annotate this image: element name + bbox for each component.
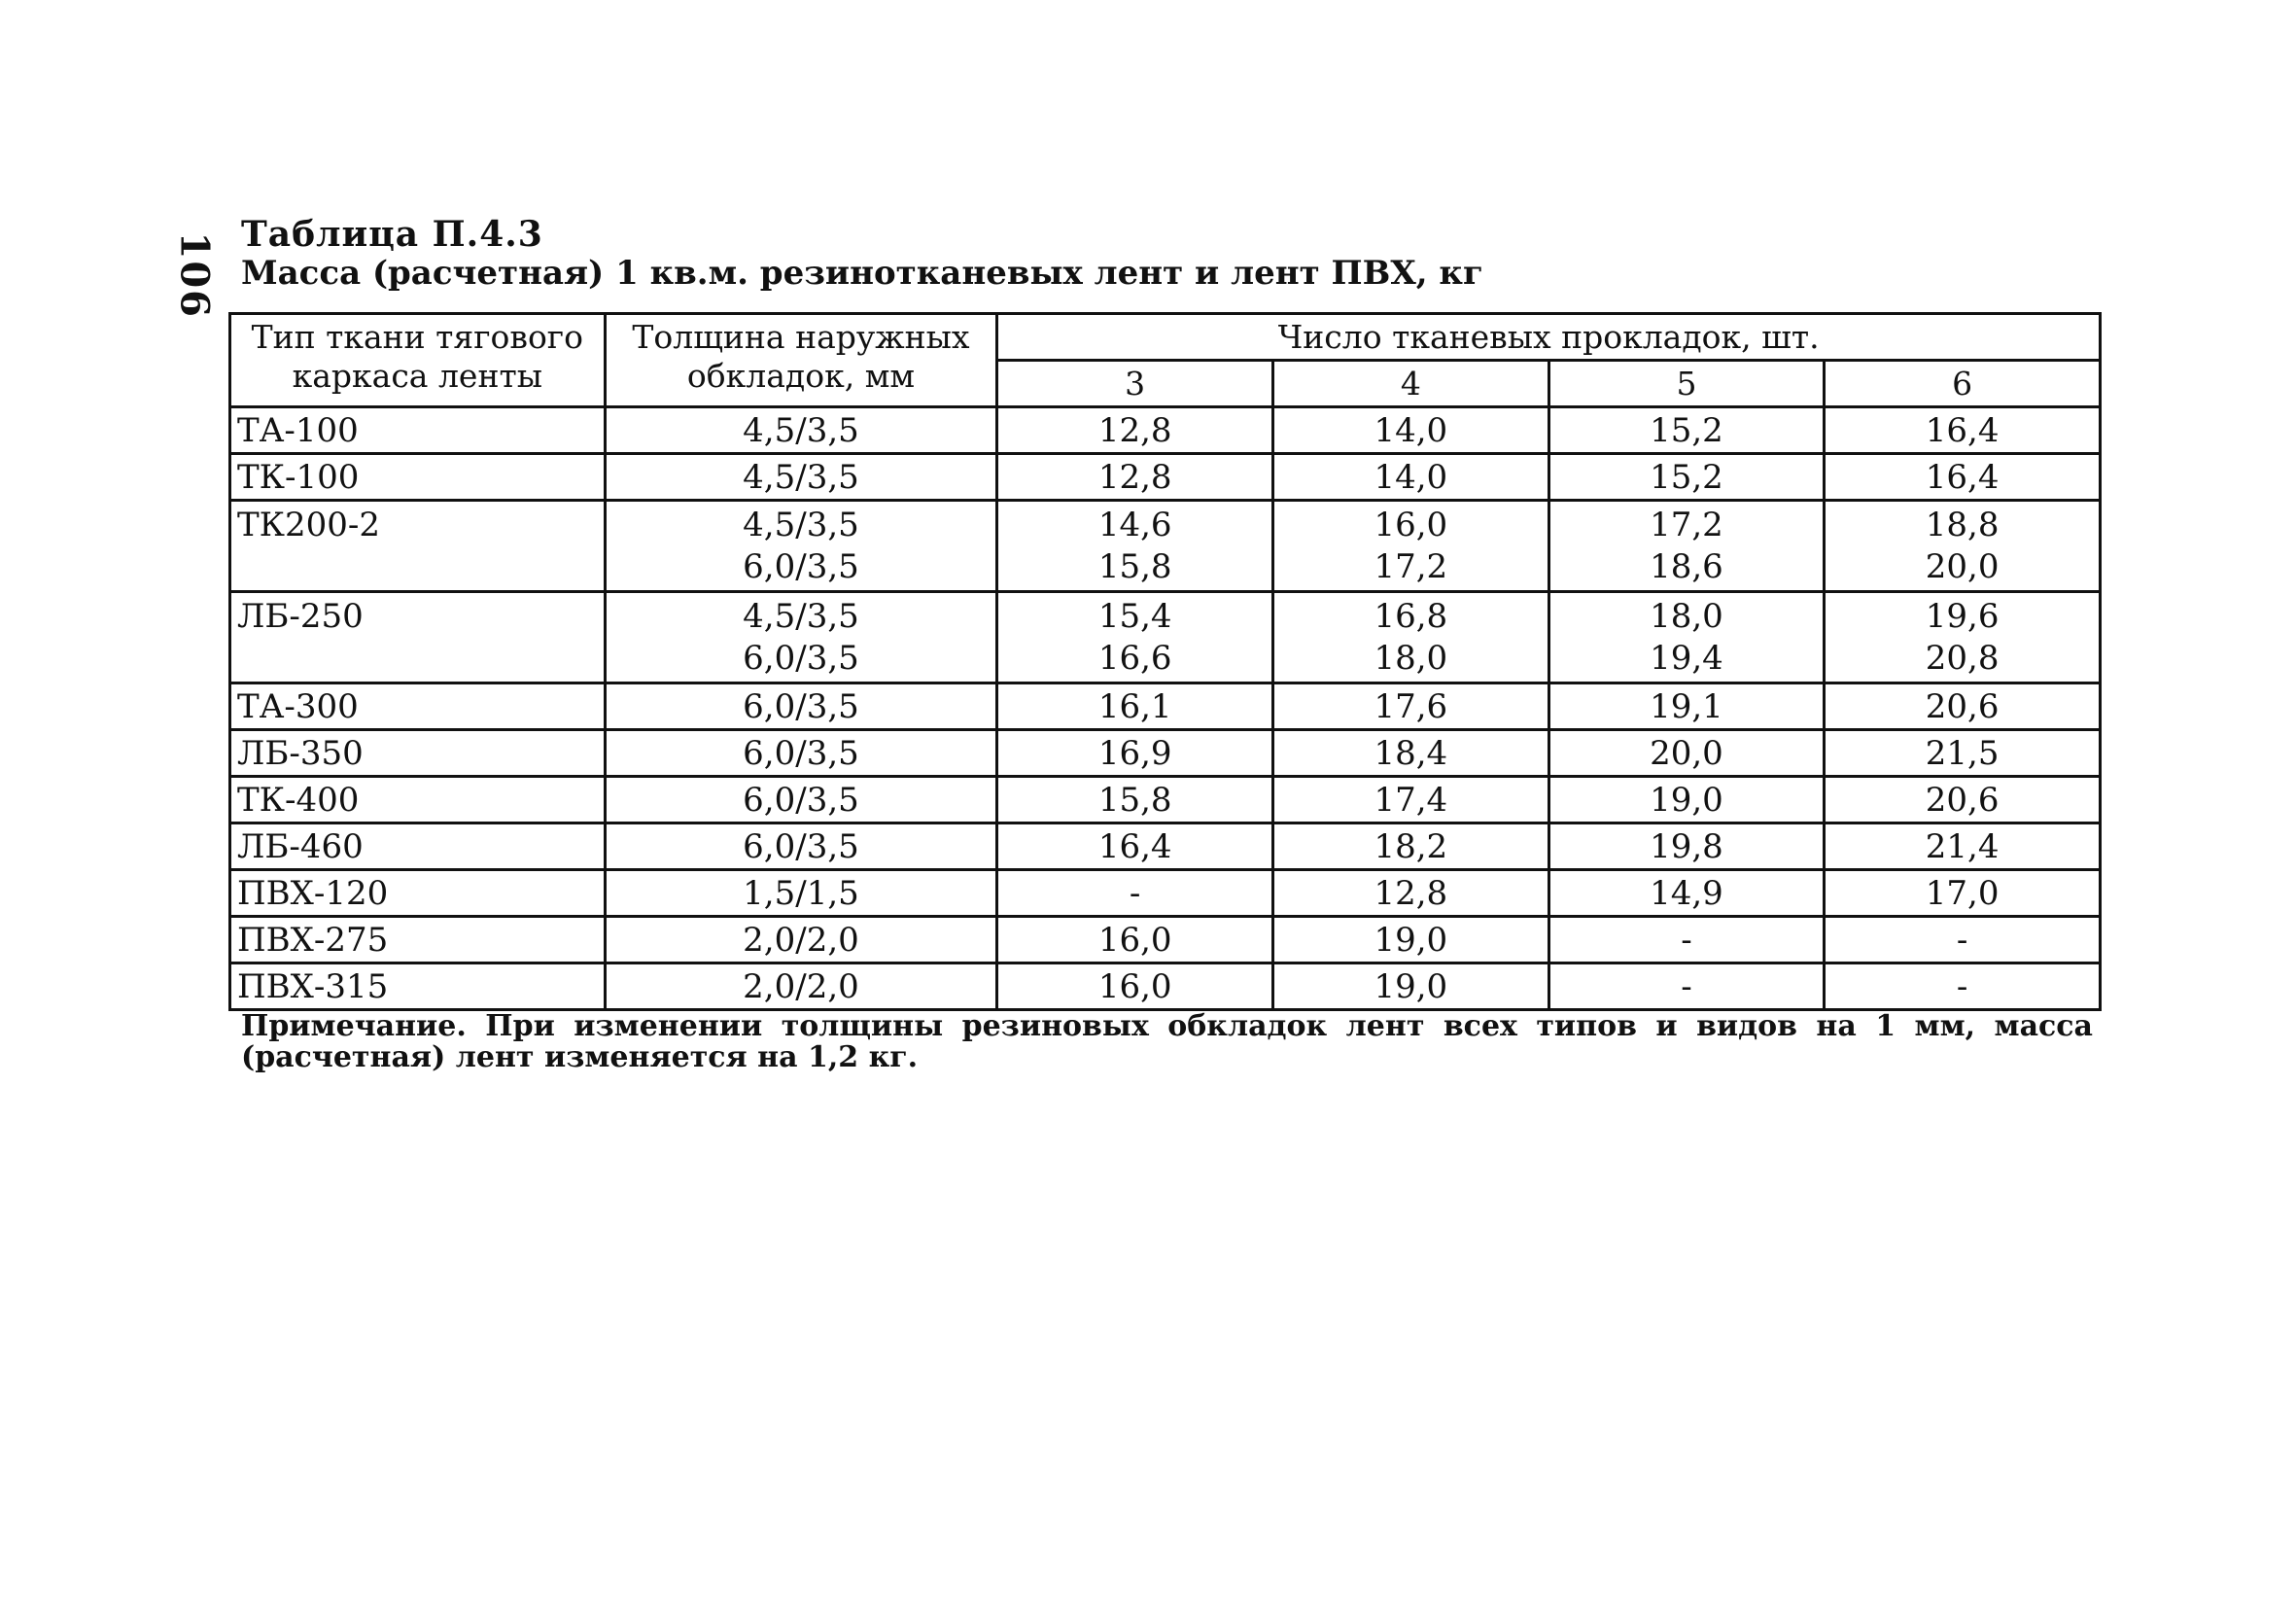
mass-value: 18,6 [1650, 547, 1723, 586]
mass-cell [1548, 407, 1825, 454]
mass-value: 17,0 [1925, 874, 2000, 913]
belt-type-label: ТК-100 [237, 458, 360, 497]
mass-cell [1548, 730, 1825, 777]
mass-value: 16,4 [1925, 458, 2000, 497]
cover-thickness-cell [605, 454, 997, 501]
mass-cell [1825, 454, 2101, 501]
header-ply-count: 6 [1825, 361, 2101, 407]
mass-cell [1273, 592, 1549, 683]
cover-thickness-value: 2,0/2,0 [743, 967, 859, 1006]
mass-value: - [1681, 967, 1692, 1006]
belt-type-cell [230, 963, 606, 1010]
cover-thickness-value: 6,0/3,5 [743, 547, 859, 586]
mass-value: 12,8 [1097, 458, 1172, 497]
mass-value: 16,4 [1925, 411, 2000, 450]
cover-thickness-cell [605, 823, 997, 870]
mass-cell [1273, 823, 1549, 870]
mass-cell [1548, 454, 1825, 501]
mass-cell [997, 730, 1273, 777]
belt-type-cell [230, 592, 606, 683]
mass-cell [1825, 501, 2101, 592]
mass-value: 15,2 [1650, 411, 1723, 450]
belt-type-cell [230, 407, 606, 454]
belt-type-cell [230, 454, 606, 501]
mass-value: 19,0 [1650, 781, 1723, 820]
mass-value: 19,8 [1650, 827, 1723, 866]
table-row [230, 917, 2101, 963]
mass-value: 16,1 [1097, 687, 1172, 726]
mass-value: 18,8 [1925, 506, 2000, 544]
cover-thickness-cell [605, 777, 997, 823]
header-ply-count: 4 [1273, 361, 1549, 407]
cover-thickness-value: 4,5/3,5 [743, 597, 859, 636]
mass-value: 16,4 [1097, 827, 1172, 866]
cover-thickness-value: 6,0/3,5 [743, 734, 859, 773]
table-row [230, 730, 2101, 777]
table-title: Масса (расчетная) 1 кв.м. резинотканевых лент и лент ПВХ, кг [241, 254, 1483, 293]
mass-value: 15,4 [1097, 597, 1172, 636]
mass-value: 18,0 [1374, 639, 1448, 678]
mass-value: - [1129, 874, 1141, 913]
mass-value: 15,2 [1650, 458, 1723, 497]
mass-value: 20,6 [1925, 781, 2000, 820]
belt-type-cell [230, 683, 606, 730]
mass-value: - [1956, 921, 1968, 960]
mass-cell [997, 407, 1273, 454]
mass-cell [1548, 823, 1825, 870]
mass-cell [1825, 683, 2101, 730]
belt-type-cell [230, 870, 606, 917]
table-note: Примечание. При изменении толщины резиновых обкладок лент всех типов и видов на 1 мм, масса (расчетная) лент изменяется на 1,2 кг. [241, 1009, 2093, 1074]
mass-cell [1273, 501, 1549, 592]
mass-value: 20,6 [1925, 687, 2000, 726]
belt-mass-table [228, 312, 2102, 1011]
table-body [230, 407, 2101, 1010]
mass-value: 15,8 [1097, 547, 1172, 586]
mass-cell [997, 592, 1273, 683]
header-cover-thickness: Толщина наружных обкладок, мм [605, 314, 997, 407]
table-row [230, 501, 2101, 592]
table-row [230, 870, 2101, 917]
cover-thickness-value: 6,0/3,5 [743, 827, 859, 866]
belt-type-label: ПВХ-120 [237, 874, 389, 913]
mass-value: 20,8 [1925, 639, 2000, 678]
mass-value: 17,2 [1650, 506, 1723, 544]
mass-value: 21,4 [1925, 827, 2000, 866]
mass-value: 19,0 [1374, 921, 1448, 960]
mass-cell [1273, 870, 1549, 917]
cover-thickness-value: 4,5/3,5 [743, 458, 859, 497]
header-belt-type: Тип ткани тягового каркаса ленты [230, 314, 606, 407]
cover-thickness-cell [605, 683, 997, 730]
mass-cell [997, 501, 1273, 592]
mass-value: 18,2 [1374, 827, 1448, 866]
table-row [230, 823, 2101, 870]
cover-thickness-cell [605, 592, 997, 683]
mass-value: - [1956, 967, 1968, 1006]
page-number: 106 [171, 231, 218, 319]
mass-value: 19,1 [1650, 687, 1723, 726]
mass-cell [1548, 917, 1825, 963]
mass-cell [1825, 963, 2101, 1010]
mass-value: 16,6 [1097, 639, 1172, 678]
mass-cell [997, 823, 1273, 870]
mass-value: 14,9 [1650, 874, 1723, 913]
header-row [230, 314, 2101, 361]
belt-type-label: ПВХ-315 [237, 967, 389, 1006]
mass-value: 20,0 [1650, 734, 1723, 773]
table-row [230, 963, 2101, 1010]
cover-thickness-value: 6,0/3,5 [743, 639, 859, 678]
belt-type-label: ТА-300 [237, 687, 359, 726]
mass-cell [1273, 683, 1549, 730]
mass-cell [1825, 730, 2101, 777]
cover-thickness-value: 6,0/3,5 [743, 687, 859, 726]
mass-cell [997, 683, 1273, 730]
mass-value: 12,8 [1374, 874, 1448, 913]
mass-cell [1825, 917, 2101, 963]
mass-cell [997, 917, 1273, 963]
belt-type-cell [230, 501, 606, 592]
table-row [230, 454, 2101, 501]
mass-cell [1825, 823, 2101, 870]
mass-cell [1548, 592, 1825, 683]
mass-value: 20,0 [1925, 547, 2000, 586]
belt-type-label: ЛБ-460 [237, 827, 364, 866]
mass-value: - [1681, 921, 1692, 960]
belt-type-label: ЛБ-250 [237, 597, 364, 636]
belt-type-cell [230, 823, 606, 870]
mass-value: 19,6 [1925, 597, 2000, 636]
mass-cell [1825, 592, 2101, 683]
table-row [230, 592, 2101, 683]
belt-type-cell [230, 730, 606, 777]
belt-type-label: ПВХ-275 [237, 921, 389, 960]
header-ply-count-group: Число тканевых прокладок, шт. [997, 314, 2101, 361]
mass-cell [1548, 777, 1825, 823]
mass-value: 17,6 [1374, 687, 1448, 726]
mass-cell [1273, 407, 1549, 454]
mass-value: 19,4 [1650, 639, 1723, 678]
table-header [230, 314, 2101, 407]
mass-value: 14,6 [1097, 506, 1172, 544]
mass-cell [1548, 870, 1825, 917]
table-label: Таблица П.4.3 [241, 214, 543, 255]
mass-cell [997, 963, 1273, 1010]
mass-value: 14,0 [1374, 411, 1448, 450]
mass-cell [997, 777, 1273, 823]
mass-cell [1825, 407, 2101, 454]
mass-cell [1548, 501, 1825, 592]
mass-value: 16,0 [1374, 506, 1448, 544]
mass-value: 17,2 [1374, 547, 1448, 586]
mass-cell [997, 870, 1273, 917]
mass-value: 21,5 [1925, 734, 2000, 773]
cover-thickness-cell [605, 501, 997, 592]
mass-cell [1825, 870, 2101, 917]
mass-cell [1273, 963, 1549, 1010]
cover-thickness-value: 6,0/3,5 [743, 781, 859, 820]
cover-thickness-cell [605, 730, 997, 777]
belt-type-label: ТК-400 [237, 781, 360, 820]
table-row [230, 407, 2101, 454]
mass-cell [1825, 777, 2101, 823]
mass-value: 16,0 [1097, 967, 1172, 1006]
mass-cell [1273, 454, 1549, 501]
mass-value: 15,8 [1097, 781, 1172, 820]
belt-type-cell [230, 917, 606, 963]
cover-thickness-value: 2,0/2,0 [743, 921, 859, 960]
cover-thickness-cell [605, 917, 997, 963]
mass-value: 16,9 [1097, 734, 1172, 773]
cover-thickness-value: 4,5/3,5 [743, 506, 859, 544]
table-row [230, 683, 2101, 730]
header-ply-count: 5 [1548, 361, 1825, 407]
cover-thickness-value: 4,5/3,5 [743, 411, 859, 450]
mass-value: 12,8 [1097, 411, 1172, 450]
belt-type-label: ТК200-2 [237, 506, 381, 544]
table-row [230, 777, 2101, 823]
mass-value: 18,4 [1374, 734, 1448, 773]
mass-value: 14,0 [1374, 458, 1448, 497]
mass-value: 19,0 [1374, 967, 1448, 1006]
cover-thickness-value: 1,5/1,5 [743, 874, 859, 913]
mass-value: 18,0 [1650, 597, 1723, 636]
mass-cell [1548, 683, 1825, 730]
belt-type-label: ЛБ-350 [237, 734, 364, 773]
cover-thickness-cell [605, 963, 997, 1010]
cover-thickness-cell [605, 407, 997, 454]
belt-type-cell [230, 777, 606, 823]
mass-cell [1273, 777, 1549, 823]
mass-value: 17,4 [1374, 781, 1448, 820]
header-ply-count: 3 [997, 361, 1273, 407]
mass-value: 16,0 [1097, 921, 1172, 960]
mass-cell [997, 454, 1273, 501]
cover-thickness-cell [605, 870, 997, 917]
belt-type-label: ТА-100 [237, 411, 359, 450]
mass-cell [1273, 730, 1549, 777]
mass-cell [1273, 917, 1549, 963]
mass-cell [1548, 963, 1825, 1010]
mass-value: 16,8 [1374, 597, 1448, 636]
